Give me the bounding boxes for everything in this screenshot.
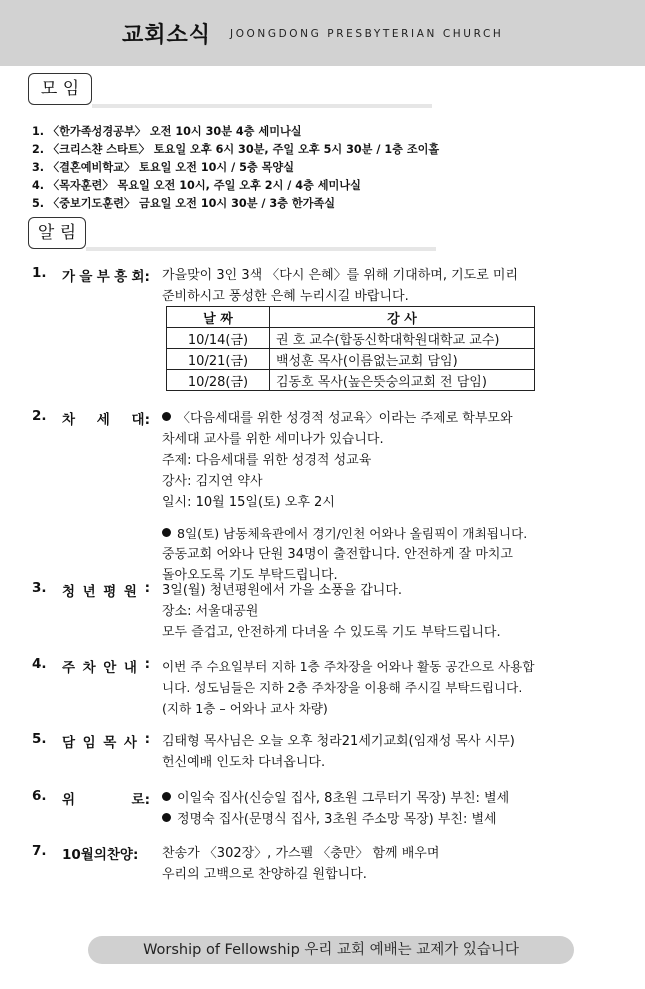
notices-tag: 알 림 [28, 217, 86, 249]
meeting-item: 5. 〈중보기도훈련〉 금요일 오전 10시 30분 / 3층 한가족실 [32, 197, 336, 210]
meeting-item: 2. 〈크리스챤 스타트〉 토요일 오후 6시 30분, 주일 오후 5시 30분 / 1층 조이홀 [32, 143, 440, 156]
page-title: 교회소식 [122, 23, 212, 48]
meetings-list [32, 123, 439, 213]
notice-body-parking: 이번 주 수요일부터 지하 1층 주차장을 어와나 활동 공간으로 사용합 니다. 성도님들은 지하 2층 주차장을 이용해 주시길 부탁드립니다. (지하 1층 – 어와나 교사 차량) [162, 659, 535, 716]
table-row: 10/21(금) 백성훈 목사(이름없는교회 담임) [167, 349, 535, 370]
notice-number: 6. [32, 788, 47, 804]
table-row: 10/14(금) 권 호 교수(합동신학대학원대학교 교수) [167, 328, 535, 349]
bullet-icon [162, 528, 171, 537]
notice-label-pastor: 담 임 목 사 : [62, 731, 150, 751]
footer-banner: Worship of Fellowship 우리 교회 예배는 교제가 있습니다 [88, 936, 574, 964]
notice-number: 2. [32, 408, 47, 424]
notice-label-parking: 주 차 안 내 : [62, 656, 150, 676]
notice-number: 5. [32, 731, 47, 747]
notice-number: 4. [32, 656, 47, 672]
notice-number: 1. [32, 265, 47, 281]
table-row: 10/28(금) 김동호 목사(높은뜻숭의교회 전 담임) [167, 370, 535, 391]
notice-body-praise: 찬송가 〈302장〉, 가스펠 〈충만〉 함께 배우며 우리의 고백으로 찬양하길 원합니다. [162, 846, 440, 882]
notice-body-revival: 가을맞이 3인 3색 〈다시 은혜〉를 위해 기대하며, 기도로 미리 준비하시고 풍성한 은혜 누리시길 바랍니다. [162, 268, 519, 304]
bullet-icon [162, 813, 171, 822]
notice-body-pastor: 김태형 목사님은 오늘 오후 청라21세기교회(임재성 목사 시무) 헌신예배 인도차 다녀옵니다. [162, 734, 515, 770]
meetings-divider [92, 104, 432, 108]
meeting-item: 4. 〈목자훈련〉 목요일 오전 10시, 주일 오후 2시 / 4층 세미나실 [32, 179, 361, 192]
meetings-tag: 모 임 [28, 73, 92, 105]
notice-label-praise: 10월의찬양: [62, 847, 139, 863]
notice-number: 7. [32, 843, 47, 859]
notice-body-nextgen: 〈다음세대를 위한 성경적 성교육〉이라는 주제로 학부모와 차세대 교사를 위한 세미나가 있습니다. 주제: 다음세대를 위한 성경적 성교육 강사: 김지연 약사 일시: 10월 15일(토) 오후 2시 8일(토) 남동체육관에서 경기/인천 어와나 올림픽이 개최됩니다. 중동교회 어와나 단원 34명이 출전합니다. 안전하게 잘 마치고 돌아오도록 기도 부탁드립니다. [162, 411, 528, 583]
notice-label-revival: 가 을 부 흥 회: [62, 269, 150, 285]
table-header-speaker: 강 사 [270, 307, 535, 328]
bullet-icon [162, 412, 171, 421]
page-header [0, 0, 645, 66]
notice-body-youth: 3일(월) 청년평원에서 가을 소풍을 갑니다. 장소: 서울대공원 모두 즐겁고, 안전하게 다녀올 수 있도록 기도 부탁드립니다. [162, 583, 501, 640]
table-header-row [167, 307, 535, 328]
notice-label-nextgen: 차 세 대: [62, 412, 150, 428]
notice-label-condolence: 위 로: [62, 792, 150, 808]
meeting-item: 1. 〈한가족성경공부〉 오전 10시 30분 4층 세미나실 [32, 125, 302, 138]
bullet-icon [162, 792, 171, 801]
church-name: JOONGDONG PRESBYTERIAN CHURCH [230, 28, 504, 40]
meeting-item: 3. 〈결혼예비학교〉 토요일 오전 10시 / 5층 목양실 [32, 161, 295, 174]
notice-label-youth: 청 년 평 원 : [62, 580, 150, 600]
notice-body-condolence: 이일숙 집사(신승일 집사, 8초원 그루터기 목장) 부친: 별세 정명숙 집사(문명식 집사, 3초원 주소망 목장) 부친: 별세 [162, 788, 612, 830]
revival-speaker-table [166, 306, 535, 391]
table-header-date: 날 짜 [167, 307, 270, 328]
notices-divider [86, 247, 436, 251]
notice-number: 3. [32, 580, 47, 596]
